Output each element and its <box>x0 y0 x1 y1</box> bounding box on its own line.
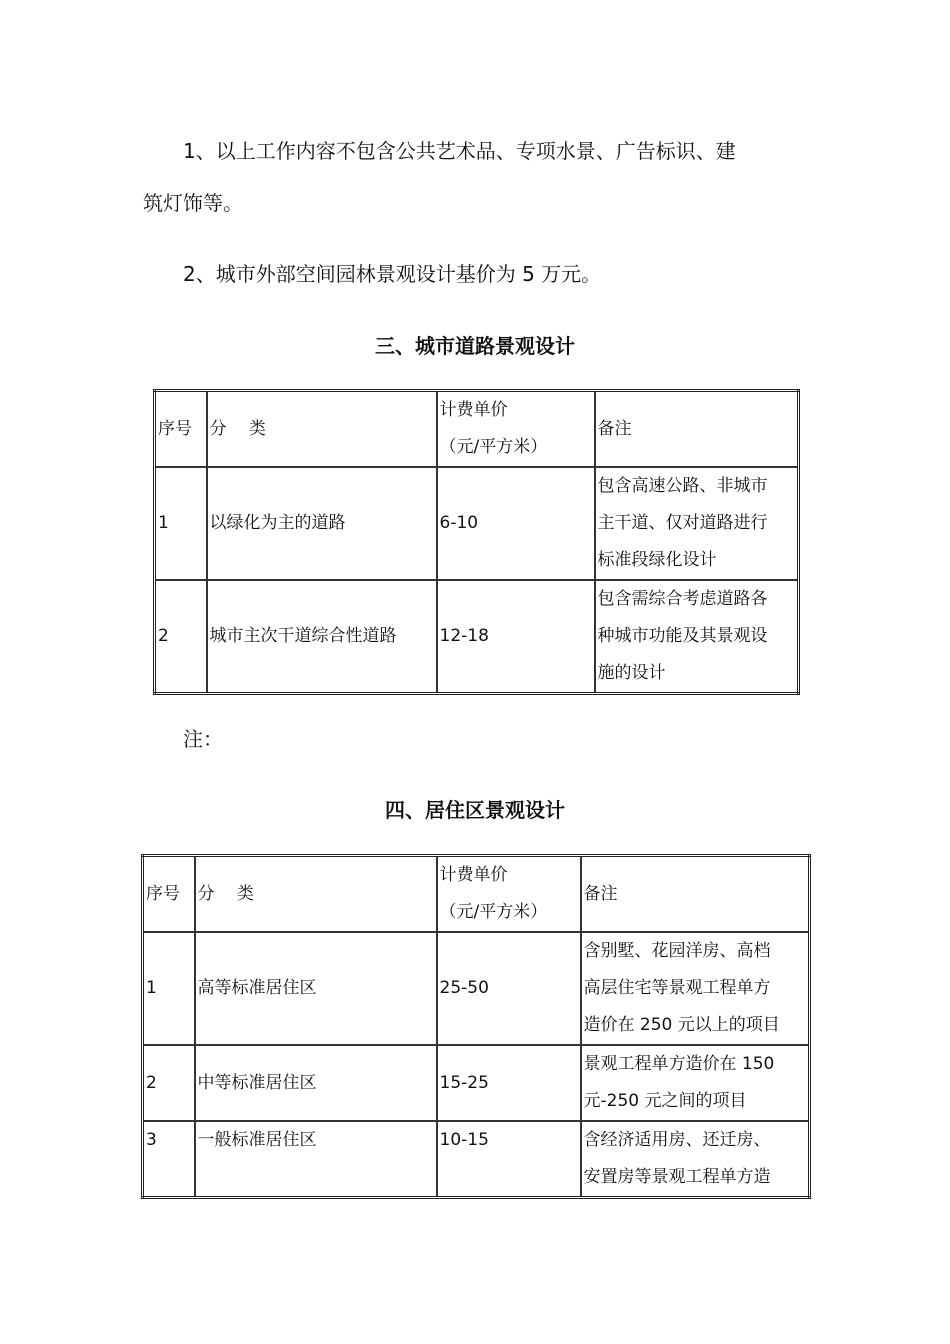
remark-line: 安置房等景观工程单方造 <box>583 1167 771 1187</box>
table-header-row <box>155 391 799 468</box>
row-category: 中等标准居住区 <box>195 1045 437 1121</box>
remark-line: 高层住宅等景观工程单方 <box>583 978 771 998</box>
remark-line: 包含高速公路、非城市 <box>597 476 768 496</box>
section-4-title: 四、居住区景观设计 <box>385 798 565 822</box>
row-category: 一般标准居住区 <box>195 1121 437 1198</box>
row-no: 2 <box>143 1045 195 1121</box>
header-price-line-1: 计费单价 <box>439 400 508 420</box>
row-remark <box>581 1045 810 1121</box>
row-remark <box>581 932 810 1045</box>
remark-line: 元-250 元之间的项目 <box>583 1091 747 1111</box>
remark-line: 标准段绿化设计 <box>597 550 717 570</box>
row-price: 25-50 <box>437 932 581 1045</box>
header-price <box>437 856 581 933</box>
remark-line: 含别墅、花园洋房、高档 <box>583 941 771 961</box>
residential-design-table <box>141 854 811 1199</box>
row-price: 10-15 <box>437 1121 581 1198</box>
remark-line: 含经济适用房、还迁房、 <box>583 1130 771 1150</box>
row-no: 3 <box>143 1121 195 1198</box>
header-category: 分 类 <box>207 391 437 468</box>
row-category: 城市主次干道综合性道路 <box>207 580 437 694</box>
row-no: 1 <box>143 932 195 1045</box>
header-category: 分 类 <box>195 856 437 933</box>
section-3-note-label: 注： <box>183 727 223 751</box>
header-no: 序号 <box>143 856 195 933</box>
section-3-title: 三、城市道路景观设计 <box>375 334 575 358</box>
road-design-table <box>153 389 800 695</box>
row-no: 1 <box>155 467 207 580</box>
row-price: 15-25 <box>437 1045 581 1121</box>
header-no: 序号 <box>155 391 207 468</box>
remark-line: 主干道、仅对道路进行 <box>597 513 768 533</box>
note-2: 2、城市外部空间园林景观设计基价为 5 万元。 <box>183 262 602 286</box>
header-price-line-2: （元/平方米） <box>439 902 548 922</box>
remark-line: 种城市功能及其景观设 <box>597 626 768 646</box>
row-remark <box>581 1121 810 1198</box>
table-row <box>143 1121 810 1198</box>
remark-line: 包含需综合考虑道路各 <box>597 589 768 609</box>
row-category: 高等标准居住区 <box>195 932 437 1045</box>
remark-line: 景观工程单方造价在 150 <box>583 1054 775 1074</box>
row-remark <box>595 467 799 580</box>
row-category: 以绿化为主的道路 <box>207 467 437 580</box>
row-price: 12-18 <box>437 580 595 694</box>
row-price: 6-10 <box>437 467 595 580</box>
header-price-line-1: 计费单价 <box>439 865 508 885</box>
header-remark: 备注 <box>581 856 810 933</box>
table-row <box>143 932 810 1045</box>
table-row <box>155 467 799 580</box>
table-row <box>143 1045 810 1121</box>
header-price <box>437 391 595 468</box>
table-header-row <box>143 856 810 933</box>
remark-line: 施的设计 <box>597 663 666 683</box>
row-remark <box>595 580 799 694</box>
header-remark: 备注 <box>595 391 799 468</box>
remark-line: 造价在 250 元以上的项目 <box>583 1015 780 1035</box>
header-price-line-2: （元/平方米） <box>439 437 548 457</box>
table-row <box>155 580 799 694</box>
row-no: 2 <box>155 580 207 694</box>
note-1-line-1: 1、以上工作内容不包含公共艺术品、专项水景、广告标识、建 <box>183 139 736 163</box>
note-1-line-2: 筑灯饰等。 <box>143 191 243 215</box>
